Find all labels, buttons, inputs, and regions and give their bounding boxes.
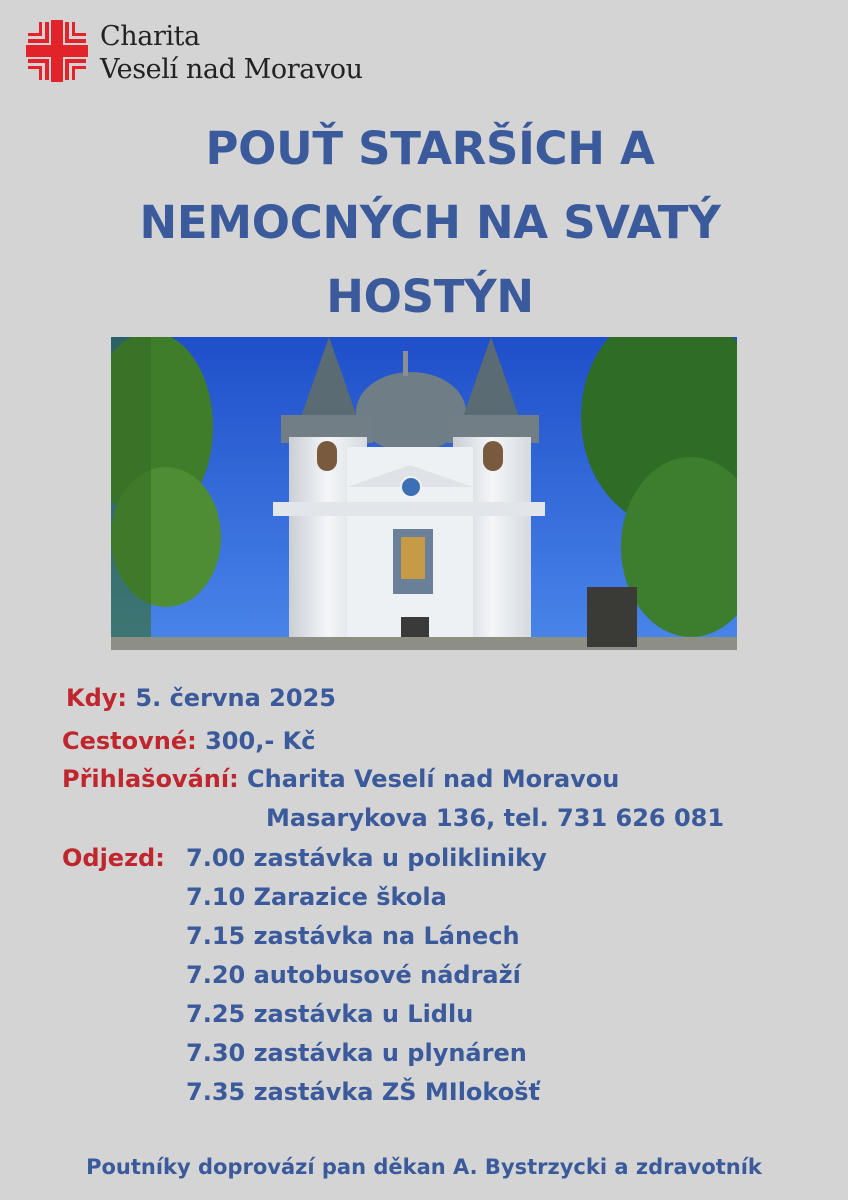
registration-label: Přihlašování:	[62, 765, 239, 793]
page-title	[60, 112, 800, 334]
registration-line-1: Charita Veselí nad Moravou	[247, 765, 620, 793]
basilica-photo	[111, 337, 737, 650]
when-row	[66, 683, 336, 713]
price-label: Cestovné:	[62, 727, 197, 755]
registration-line-2: Masarykova 136, tel. 731 626 081	[266, 804, 725, 832]
price-value: 300,- Kč	[205, 727, 316, 755]
price-row	[62, 726, 315, 756]
departure-item: 7.10 Zarazice škola	[186, 883, 447, 911]
logo-text	[100, 20, 363, 86]
departure-item: 7.35 zastávka ZŠ MIlokošť	[186, 1078, 540, 1106]
title-line-2: NEMOCNÝCH NA SVATÝ	[139, 196, 721, 249]
when-label: Kdy:	[66, 684, 128, 712]
when-value: 5. června 2025	[135, 684, 336, 712]
departure-item: 7.30 zastávka u plynáren	[186, 1039, 527, 1067]
departure-item: 7.15 zastávka na Lánech	[186, 922, 520, 950]
departure-item: 7.00 zastávka u polikliniky	[186, 844, 547, 872]
footer-note: Poutníky doprovází pan děkan A. Bystrzycki a zdravotník	[86, 1155, 762, 1179]
logo-line-2: Veselí nad Moravou	[100, 54, 363, 85]
title-line-1: POUŤ STARŠÍCH A	[205, 122, 655, 175]
title-line-3: HOSTÝN	[326, 270, 534, 323]
charita-cross-icon	[24, 18, 90, 84]
logo-line-1: Charita	[100, 21, 200, 52]
departure-item: 7.20 autobusové nádraží	[186, 961, 521, 989]
charita-logo	[24, 18, 363, 86]
departure-label: Odjezd:	[62, 844, 165, 872]
registration-row	[62, 764, 619, 794]
departure-item: 7.25 zastávka u Lidlu	[186, 1000, 474, 1028]
